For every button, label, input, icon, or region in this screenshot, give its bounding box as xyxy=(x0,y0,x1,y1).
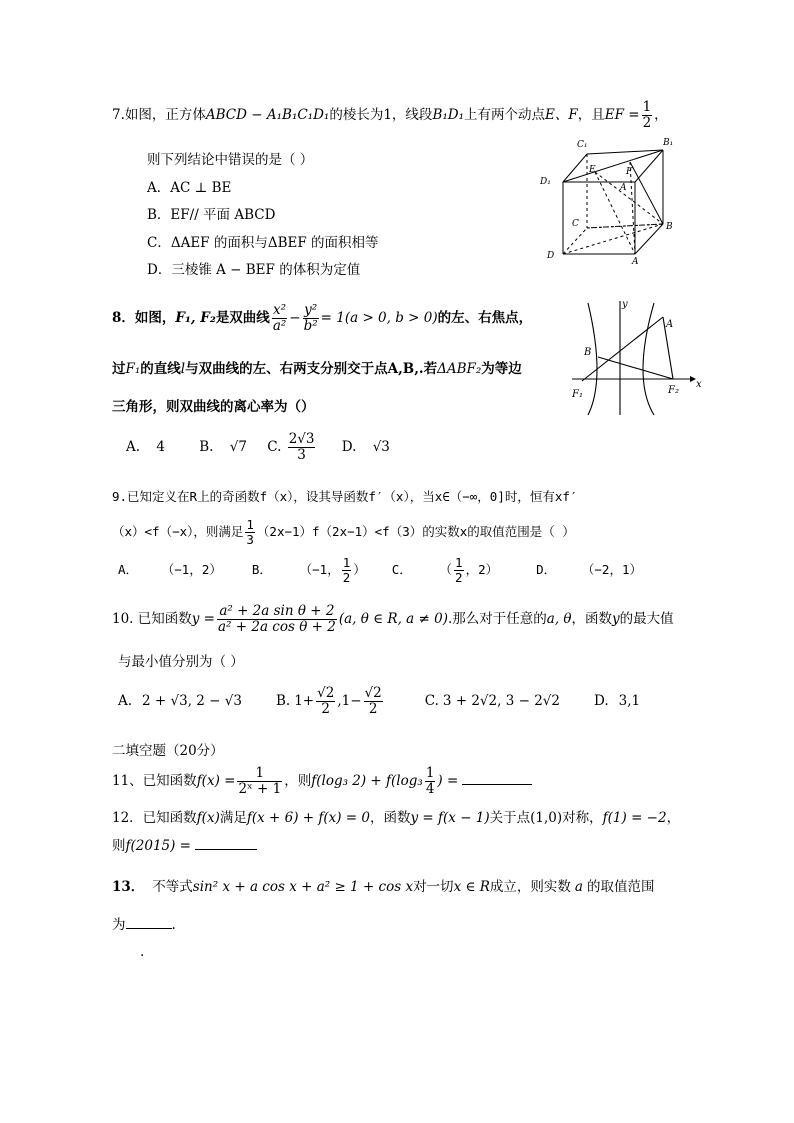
q9-opt-c-frac xyxy=(454,556,464,585)
label-a: A xyxy=(632,257,639,267)
section-title: 二填空题（20分） xyxy=(112,743,224,759)
q12-eq: f(x + 6) + f(x) = 0 xyxy=(246,810,370,826)
q8-stem-text: 8．如图， xyxy=(112,309,176,326)
q8-triangle: ΔABF₂ xyxy=(437,361,482,377)
q13-num-label: 13． xyxy=(112,879,145,895)
q11-fx: f(x) = xyxy=(196,772,236,789)
q8-x-sq: x² xyxy=(273,302,287,318)
q8-opt-d-val: √3 xyxy=(372,438,390,455)
q10-stem-text: .那么对于任意的 xyxy=(447,610,547,627)
q7-ef-fraction xyxy=(642,100,653,131)
q10-opt-a-label: A. xyxy=(118,692,133,709)
cube-figure xyxy=(535,132,685,267)
q7-ef-num: 1 xyxy=(642,99,652,115)
label-c1: C₁ xyxy=(577,140,588,150)
q8-opt-c-num: 2√3 xyxy=(288,431,315,447)
q11-num: 1 xyxy=(237,766,282,782)
q11-frac2 xyxy=(425,766,436,797)
q7-stem-text: 上有两个动点 xyxy=(464,106,546,123)
q13-domain: x ∈ R xyxy=(453,879,490,895)
q9-frac-num: 1 xyxy=(246,517,254,532)
q10-opt-b-pre: 1+ xyxy=(294,692,315,709)
q10-vars: a, θ xyxy=(546,610,572,627)
q12-stem-text: 满足 xyxy=(219,810,247,826)
q13-a: a xyxy=(574,879,583,895)
q9-opt-b-post: ） xyxy=(353,561,366,577)
q8-stem xyxy=(112,303,532,334)
q12-stem-text: ，函数 xyxy=(370,810,411,826)
q12-answer-blank[interactable] xyxy=(195,849,257,850)
label-b1: B₁ xyxy=(663,138,674,148)
q7-stem-text: 的棱长为1，线段 xyxy=(329,106,433,123)
q8-opt-d-label: D. xyxy=(341,438,357,455)
q12-line2 xyxy=(112,834,257,854)
q7-prompt: 则下列结论中错误的是（ ） xyxy=(147,152,314,168)
q10-opt-b-mid: ,1− xyxy=(337,692,362,709)
q9-opt-b-pre: （−1， xyxy=(305,561,340,577)
q8-line2 xyxy=(112,357,522,377)
q9-opt-a-label: A． xyxy=(118,561,139,577)
q10-opt-c-val: 3 + 2√2, 3 − 2√2 xyxy=(442,692,560,709)
label-a-inner: A xyxy=(620,183,627,193)
q8-y-sq: y² xyxy=(304,302,318,318)
q10-opt-c-label: C. xyxy=(424,692,439,709)
q10-den: a² + 2a cos θ + 2 xyxy=(218,618,336,635)
q8-opt-c-frac xyxy=(288,432,316,463)
q10-y: y xyxy=(612,610,620,627)
q10-stem-text: 的最大值 xyxy=(619,610,674,627)
q13-line2-end: . xyxy=(171,917,176,933)
q12-stem-text: 12．已知函数 xyxy=(112,810,197,826)
q9-line2-text: （x）<f（−x），则满足 xyxy=(112,523,244,539)
q8-eq-rhs: = 1(a > 0, b > 0) xyxy=(320,309,438,326)
q8-minus: − xyxy=(289,309,301,326)
q7-option-c: C．ΔAEF 的面积与ΔBEF 的面积相等 xyxy=(147,235,379,251)
q9-opt-c-pre: （ xyxy=(445,561,453,577)
q7-option-b: B．EF// 平面 ABCD xyxy=(147,207,276,223)
q8-opt-a-val: 4 xyxy=(156,438,165,455)
hyperbola-figure xyxy=(568,293,718,423)
trailing-dot: . xyxy=(140,944,145,960)
q10-opt-b-num2: √2 xyxy=(364,685,382,701)
q10-opt-b-num1: √2 xyxy=(317,685,335,701)
q11-stem-text: ，则 xyxy=(284,772,312,789)
q8-b-sq: b² xyxy=(303,317,318,334)
q8-line2-text: 为等边 xyxy=(481,361,522,377)
label-x: x xyxy=(696,379,702,390)
q12-stem-text: 关于点 xyxy=(489,810,531,826)
q13-line1 xyxy=(112,875,654,895)
label-f2: F₂ xyxy=(668,385,679,396)
q8-opt-b-val: √7 xyxy=(229,438,247,455)
q7-ef-lhs: EF = xyxy=(604,106,640,123)
q9-line1: 9.已知定义在R上的奇函数f（x），设其导函数f′（x），当x∈（−∞，0]时，恒有xf′ xyxy=(112,489,578,504)
q11 xyxy=(112,766,532,797)
q13-stem-text: 的取值范围 xyxy=(586,879,655,895)
q12-point: (1,0) xyxy=(530,810,563,826)
q9-line2 xyxy=(112,518,575,547)
q7-option-d: D．三棱锥 A − BEF 的体积为定值 xyxy=(147,262,361,278)
q10-options xyxy=(118,686,640,717)
q9-opt-b-label: B． xyxy=(251,561,272,577)
label-c: C xyxy=(572,219,579,229)
q10-opt-a-val: 2 + √3, 2 − √3 xyxy=(142,692,242,709)
q10-opt-b-label: B. xyxy=(275,692,291,709)
q13-stem-text: 成立，则实数 xyxy=(489,879,571,895)
q8-opt-c-den: 3 xyxy=(297,446,306,463)
q12-stem-text: ， xyxy=(666,810,681,826)
q11-frac xyxy=(237,766,282,797)
q9-opt-b-frac xyxy=(342,556,352,585)
q13-line2-text: 为 xyxy=(112,917,126,933)
q8-l: l xyxy=(180,361,186,377)
label-b: B xyxy=(666,222,673,232)
label-b: B xyxy=(584,347,592,358)
q8-stem-text: 的左、右焦点， xyxy=(437,309,533,326)
q9-opt-c-label: C． xyxy=(391,561,412,577)
q7-stem-text: 7.如图，正方体 xyxy=(112,106,206,123)
q10-opt-d-val: 3,1 xyxy=(618,692,641,709)
q9-opt-b-den: 2 xyxy=(342,569,351,585)
q10-stem xyxy=(112,604,674,635)
q11-answer-blank[interactable] xyxy=(462,784,532,785)
q10-opt-b-frac1 xyxy=(316,686,335,717)
q8-f1: F₁ xyxy=(125,361,141,377)
label-f1: F₁ xyxy=(572,389,583,400)
q8-stem-text: 是双曲线 xyxy=(215,309,270,326)
q12-line2-text: 则 xyxy=(112,838,126,854)
q9-opt-c-num: 1 xyxy=(455,555,463,570)
q9-opt-c-den: 2 xyxy=(455,569,463,585)
q8-opt-a-label: A. xyxy=(126,438,141,455)
q7-stem-text: ，且 xyxy=(577,106,605,123)
q10-cond: (a, θ ∈ R, a ≠ 0) xyxy=(338,610,448,627)
label-e: E xyxy=(589,165,596,175)
q10-opt-b-frac2 xyxy=(364,686,383,717)
q10-stem-text: 10. 已知函数 xyxy=(112,610,192,627)
q8-frac-y xyxy=(303,303,319,334)
q9-opt-b-num: 1 xyxy=(342,555,351,570)
q8-line2-text: 过 xyxy=(112,361,126,377)
q10-line2: 与最小值分别为（ ） xyxy=(118,654,244,670)
q9-frac-den: 3 xyxy=(246,531,254,547)
q13-line2 xyxy=(112,913,176,933)
q12-func: y = f(x − 1) xyxy=(410,810,490,826)
q13-answer-blank[interactable] xyxy=(126,928,172,929)
q9-opt-a-val: （−1，2） xyxy=(168,561,222,577)
q11-expr-b: ) = xyxy=(437,772,459,789)
q7-option-a: A．AC ⊥ BE xyxy=(147,180,232,196)
q12-fx: f(x) xyxy=(196,810,220,826)
q8-line2-text: 的直线 xyxy=(140,361,181,377)
label-f: F xyxy=(626,167,633,177)
q11-frac-num: 1 xyxy=(425,765,435,781)
q10-opt-b-den1: 2 xyxy=(321,700,330,717)
q8-line3: 三角形，则双曲线的离心率为（） xyxy=(112,399,315,415)
q8-options xyxy=(126,432,390,463)
q10-y-eq: y = xyxy=(191,610,215,627)
q12-stem-text: 对称， xyxy=(562,810,603,826)
q7-cube-name: ABCD − A₁B₁C₁D₁ xyxy=(205,106,330,123)
q9-opt-c-post: ，2） xyxy=(465,561,499,577)
q11-den: 2ˣ + 1 xyxy=(238,780,282,797)
q8-line2-text: 与双曲线的左、右两支分别交于点A,B,.若 xyxy=(185,361,438,377)
q13-stem-text: 不等式 xyxy=(152,879,193,895)
q8-opt-c-label: C. xyxy=(267,438,282,455)
q9-opt-d-val: （−2，1） xyxy=(588,561,642,577)
q10-stem-text: ，函数 xyxy=(571,610,613,627)
q12-line1 xyxy=(112,806,680,826)
label-d1: D₁ xyxy=(540,177,551,187)
q8-a-sq: a² xyxy=(272,317,287,334)
q12-f2015: f(2015) = xyxy=(125,838,191,854)
q7-segment: B₁D₁ xyxy=(432,106,465,123)
q11-stem-text: 11、已知函数 xyxy=(112,772,197,789)
q9-line2-text: （2x−1）f（2x−1）<f（3）的实数x的取值范围是（ ） xyxy=(256,523,575,539)
q10-opt-b-den2: 2 xyxy=(368,700,378,717)
q7-points: E、F xyxy=(545,106,578,123)
q8-frac-x xyxy=(272,303,287,334)
q7-stem xyxy=(112,100,668,131)
label-d: D xyxy=(547,251,555,261)
q11-expr-a: f(log₃ 2) + f(log₃ xyxy=(311,772,423,789)
q10-opt-d-label: D. xyxy=(593,692,609,709)
q13-stem-text: 对一切 xyxy=(413,879,454,895)
q9-options xyxy=(118,556,642,585)
q12-f1: f(1) = −2 xyxy=(602,810,667,826)
q8-opt-b-label: B. xyxy=(199,438,214,455)
label-y: y xyxy=(622,299,628,310)
label-a: A xyxy=(666,319,674,330)
q8-foci: F₁, F₂ xyxy=(175,309,216,326)
q9-frac xyxy=(245,518,255,547)
q9-opt-d-label: D． xyxy=(536,561,557,577)
q10-frac xyxy=(217,604,337,635)
q11-frac-den: 4 xyxy=(425,780,435,797)
q7-ef-den: 2 xyxy=(642,114,652,131)
q7-stem-text: ， xyxy=(654,106,668,123)
q13-ineq: sin² x + a cos x + a² ≥ 1 + cos x xyxy=(192,879,414,895)
q10-num: a² + 2a sin θ + 2 xyxy=(217,604,337,620)
